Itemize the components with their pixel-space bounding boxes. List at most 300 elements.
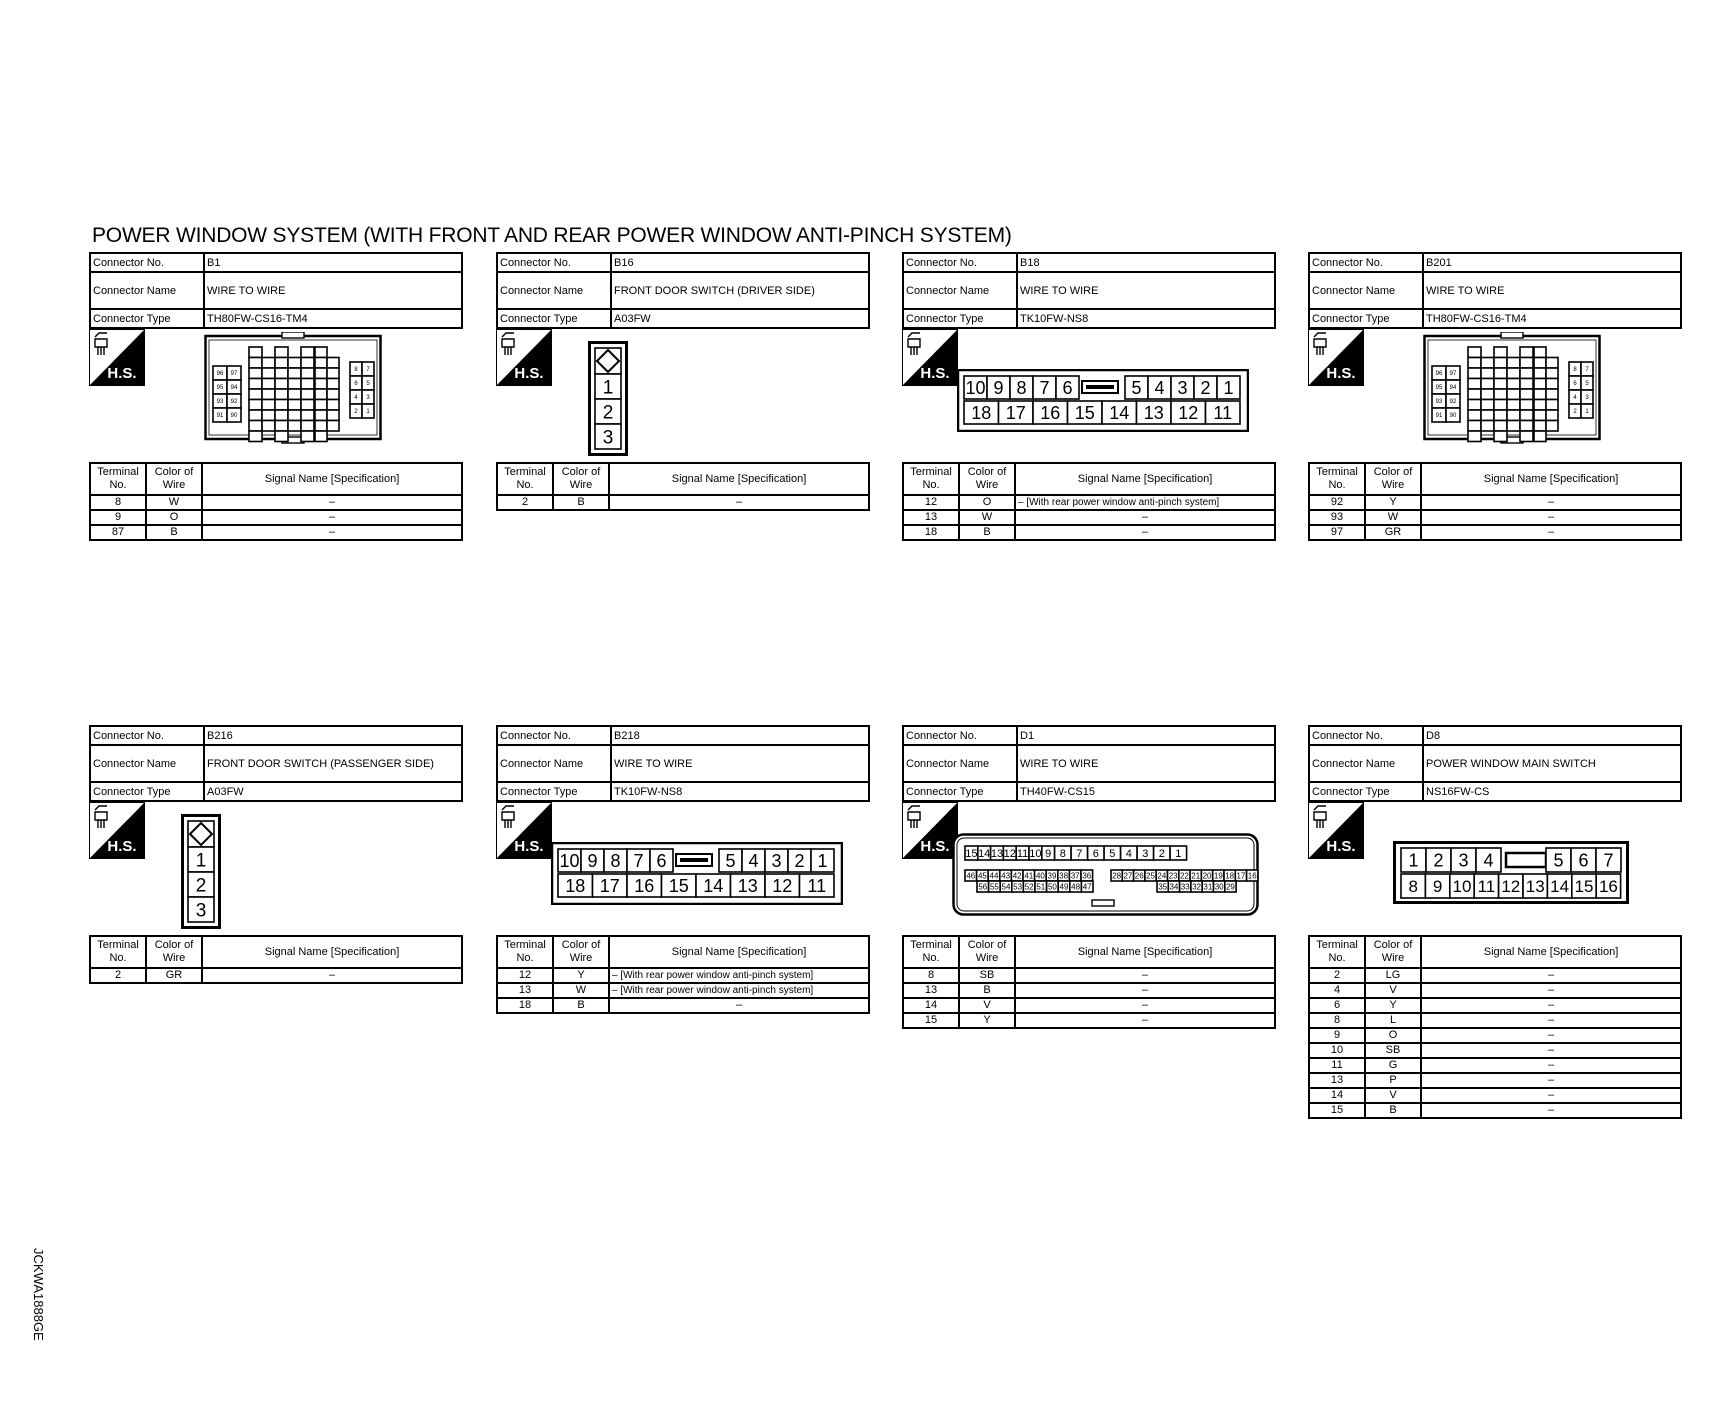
signal-name: – <box>1421 510 1681 525</box>
pin-number: 6 <box>1062 377 1073 398</box>
pin-number: 7 <box>1603 850 1614 871</box>
wire-color: O <box>959 495 1015 510</box>
signal-name: – <box>1421 495 1681 510</box>
pin-number: 3 <box>1142 847 1149 860</box>
pin-number: 50 <box>1047 882 1057 892</box>
pin-number: 18 <box>565 875 586 896</box>
pin-number: 16 <box>1040 402 1061 423</box>
pin-number: 5 <box>1131 377 1142 398</box>
pin-number: 4 <box>1483 850 1494 871</box>
pin-number: 4 <box>354 395 358 402</box>
signal-name: – <box>1015 983 1275 998</box>
pin-number: 7 <box>1585 367 1589 374</box>
terminal-no: 18 <box>903 525 959 540</box>
hs-label: H.S. <box>514 838 544 855</box>
terminal-no-header: Terminal No. <box>903 936 959 968</box>
wire-color: V <box>1365 983 1421 998</box>
pin-number: 6 <box>1578 850 1589 871</box>
table-row <box>1309 1028 1681 1043</box>
hs-label: H.S. <box>1326 365 1356 382</box>
signal-name: – <box>1015 1013 1275 1028</box>
connector-no-label: Connector No. <box>90 253 204 272</box>
terminal-no: 97 <box>1309 525 1365 540</box>
terminal-no: 15 <box>903 1013 959 1028</box>
connector-panel-b1 <box>89 252 463 652</box>
pin-number: 2 <box>794 850 805 871</box>
pin-number: 92 <box>1449 399 1457 406</box>
pin-number: 52 <box>1024 882 1034 892</box>
connector-type-label: Connector Type <box>497 309 611 328</box>
pin-number: 96 <box>1435 371 1443 378</box>
connector-name-label: Connector Name <box>497 745 611 782</box>
pin-number: 1 <box>1175 847 1182 860</box>
connector-info-table <box>902 252 1276 329</box>
hs-label: H.S. <box>514 365 544 382</box>
table-row <box>497 968 869 983</box>
terminal-table <box>1308 935 1682 1119</box>
pin-number: 9 <box>993 377 1004 398</box>
pin-number: 14 <box>703 875 724 896</box>
connector-name-value: FRONT DOOR SWITCH (PASSENGER SIDE) <box>204 745 462 782</box>
signal-name-header: Signal Name [Specification] <box>202 936 462 968</box>
connector-no-value: B218 <box>611 726 869 745</box>
wire-color: B <box>553 495 609 510</box>
pin-number: 12 <box>1003 847 1016 860</box>
pin-number: 42 <box>1012 871 1022 881</box>
pin-number: 4 <box>1573 395 1577 402</box>
pin-number: 3 <box>1458 850 1469 871</box>
connector-no-label: Connector No. <box>1309 726 1423 745</box>
harness-side-icon <box>89 802 145 859</box>
hs-label: H.S. <box>920 838 950 855</box>
terminal-no: 6 <box>1309 998 1365 1013</box>
signal-name: – <box>1421 1103 1681 1118</box>
pin-number: 5 <box>1109 847 1116 860</box>
wire-color: B <box>1365 1103 1421 1118</box>
harness-side-icon <box>1308 802 1364 859</box>
table-row <box>90 525 462 540</box>
signal-name: – [With rear power window anti-pinch system] <box>609 983 869 998</box>
pin-number: 8 <box>1408 877 1418 897</box>
connector-no-value: B18 <box>1017 253 1275 272</box>
connector-panel-b16 <box>496 252 870 652</box>
hs-label: H.S. <box>920 365 950 382</box>
connector-face-d1 <box>952 833 1259 918</box>
pin-number: 1 <box>195 850 207 872</box>
pin-number: 6 <box>354 381 358 388</box>
terminal-no: 10 <box>1309 1043 1365 1058</box>
figure-code: JCKWA1888GE <box>31 1248 46 1341</box>
wire-color: P <box>1365 1073 1421 1088</box>
signal-name-header: Signal Name [Specification] <box>1421 463 1681 495</box>
terminal-table <box>1308 462 1682 541</box>
pin-number: 95 <box>1435 385 1443 392</box>
pin-number: 28 <box>1112 871 1122 881</box>
pin-number: 6 <box>656 850 667 871</box>
connector-name-label: Connector Name <box>1309 272 1423 309</box>
connector-name-value: WIRE TO WIRE <box>204 272 462 309</box>
pin-number: 7 <box>366 367 370 374</box>
table-row <box>90 968 462 983</box>
signal-name: – <box>1421 1058 1681 1073</box>
signal-name: – <box>1015 510 1275 525</box>
pin-number: 23 <box>1168 871 1178 881</box>
pin-number: 2 <box>1158 847 1165 860</box>
pin-number: 92 <box>230 399 238 406</box>
hs-label: H.S. <box>1326 838 1356 855</box>
pin-number: 12 <box>1501 877 1521 897</box>
pin-number: 95 <box>216 385 224 392</box>
table-row <box>903 998 1275 1013</box>
pin-number: 4 <box>748 850 759 871</box>
connector-panel-b216 <box>89 725 463 1125</box>
connector-panel-d1 <box>902 725 1276 1125</box>
pin-number: 1 <box>817 850 828 871</box>
pin-number: 46 <box>966 871 976 881</box>
pin-number: 14 <box>978 847 991 860</box>
wire-color: SB <box>959 968 1015 983</box>
connector-type-value: TH80FW-CS16-TM4 <box>204 309 462 328</box>
pin-number: 54 <box>1001 882 1011 892</box>
pin-number: 11 <box>1213 402 1233 423</box>
pin-number: 6 <box>1092 847 1099 860</box>
connector-info-table <box>1308 725 1682 802</box>
pin-number: 27 <box>1123 871 1133 881</box>
pin-number: 53 <box>1013 882 1023 892</box>
pin-number: 10 <box>1029 847 1042 860</box>
pin-number: 1 <box>1585 409 1589 416</box>
pin-number: 18 <box>1225 871 1235 881</box>
color-of-wire-header: Color of Wire <box>146 463 202 495</box>
connector-type-value: A03FW <box>611 309 869 328</box>
terminal-no: 8 <box>90 495 146 510</box>
signal-name: – [With rear power window anti-pinch system] <box>609 968 869 983</box>
wire-color: Y <box>1365 495 1421 510</box>
terminal-no: 11 <box>1309 1058 1365 1073</box>
pin-number: 31 <box>1203 882 1213 892</box>
terminal-no: 93 <box>1309 510 1365 525</box>
signal-name: – <box>1421 1013 1681 1028</box>
pin-number: 15 <box>1574 877 1594 897</box>
table-row <box>1309 1088 1681 1103</box>
color-of-wire-header: Color of Wire <box>553 936 609 968</box>
page-title: POWER WINDOW SYSTEM (WITH FRONT AND REAR POWER WINDOW ANTI-PINCH SYSTEM) <box>92 224 1012 247</box>
pin-number: 90 <box>1449 413 1457 420</box>
connector-face-a03 <box>181 814 221 929</box>
pin-number: 3 <box>1177 377 1188 398</box>
table-row <box>1309 1073 1681 1088</box>
connector-type-label: Connector Type <box>903 782 1017 801</box>
pin-number: 37 <box>1070 871 1080 881</box>
pin-number: 2 <box>602 402 614 424</box>
connector-name-label: Connector Name <box>90 745 204 782</box>
pin-number: 56 <box>978 882 988 892</box>
connector-panel-b218 <box>496 725 870 1125</box>
wire-color: GR <box>146 968 202 983</box>
connector-name-value: POWER WINDOW MAIN SWITCH <box>1423 745 1681 782</box>
wire-color: L <box>1365 1013 1421 1028</box>
pin-number: 6 <box>1573 381 1577 388</box>
connector-name-label: Connector Name <box>90 272 204 309</box>
connector-type-value: NS16FW-CS <box>1423 782 1681 801</box>
pin-number: 14 <box>1109 402 1130 423</box>
terminal-no: 13 <box>903 510 959 525</box>
table-row <box>903 968 1275 983</box>
signal-name-header: Signal Name [Specification] <box>1015 463 1275 495</box>
pin-number: 3 <box>195 900 207 922</box>
pin-number: 9 <box>587 850 598 871</box>
connector-face-ns8 <box>957 369 1249 432</box>
pin-number: 91 <box>1435 413 1443 420</box>
wire-color: LG <box>1365 968 1421 983</box>
table-row <box>1309 495 1681 510</box>
wire-color: B <box>146 525 202 540</box>
terminal-no-header: Terminal No. <box>1309 463 1365 495</box>
pin-number: 47 <box>1082 882 1092 892</box>
pin-number: 41 <box>1024 871 1034 881</box>
signal-name-header: Signal Name [Specification] <box>1015 936 1275 968</box>
terminal-no-header: Terminal No. <box>90 936 146 968</box>
pin-number: 5 <box>725 850 736 871</box>
pin-number: 97 <box>1449 371 1457 378</box>
signal-name: – <box>1421 983 1681 998</box>
pin-number: 2 <box>1200 377 1211 398</box>
terminal-no: 4 <box>1309 983 1365 998</box>
wire-color: B <box>959 525 1015 540</box>
connector-face-th80 <box>1423 332 1601 445</box>
wire-color: SB <box>1365 1043 1421 1058</box>
connector-no-value: B1 <box>204 253 462 272</box>
connector-type-value: TK10FW-NS8 <box>611 782 869 801</box>
signal-name: – <box>609 495 869 510</box>
connector-name-value: FRONT DOOR SWITCH (DRIVER SIDE) <box>611 272 869 309</box>
table-row <box>1309 510 1681 525</box>
signal-name: – <box>1421 1088 1681 1103</box>
signal-name: – <box>1015 525 1275 540</box>
pin-number: 33 <box>1180 882 1190 892</box>
table-row <box>1309 525 1681 540</box>
terminal-no: 13 <box>497 983 553 998</box>
pin-number: 13 <box>1143 402 1164 423</box>
wire-color: W <box>146 495 202 510</box>
pin-number: 9 <box>1045 847 1052 860</box>
pin-number: 39 <box>1047 871 1057 881</box>
pin-number: 49 <box>1059 882 1069 892</box>
pin-number: 36 <box>1082 871 1092 881</box>
color-of-wire-header: Color of Wire <box>1365 463 1421 495</box>
pin-number: 16 <box>634 875 655 896</box>
terminal-no-header: Terminal No. <box>497 936 553 968</box>
connector-face-ns8 <box>551 842 843 905</box>
color-of-wire-header: Color of Wire <box>959 936 1015 968</box>
color-of-wire-header: Color of Wire <box>553 463 609 495</box>
pin-number: 3 <box>602 427 614 449</box>
connector-type-label: Connector Type <box>90 309 204 328</box>
terminal-no: 13 <box>1309 1073 1365 1088</box>
connector-no-label: Connector No. <box>1309 253 1423 272</box>
pin-number: 8 <box>1059 847 1066 860</box>
connector-type-label: Connector Type <box>1309 309 1423 328</box>
pin-number: 90 <box>230 413 238 420</box>
connector-info-table <box>89 252 463 329</box>
pin-number: 12 <box>772 875 793 896</box>
pin-number: 45 <box>977 871 987 881</box>
color-of-wire-header: Color of Wire <box>959 463 1015 495</box>
terminal-table <box>902 462 1276 541</box>
pin-number: 10 <box>559 850 580 871</box>
connector-no-value: B201 <box>1423 253 1681 272</box>
wire-color: O <box>1365 1028 1421 1043</box>
pin-number: 1 <box>366 409 370 416</box>
table-row <box>1309 968 1681 983</box>
terminal-no: 13 <box>903 983 959 998</box>
pin-number: 16 <box>1247 871 1257 881</box>
connector-panel-d8 <box>1308 725 1682 1125</box>
pin-number: 35 <box>1158 882 1168 892</box>
terminal-no-header: Terminal No. <box>497 463 553 495</box>
signal-name-header: Signal Name [Specification] <box>609 936 869 968</box>
pin-number: 12 <box>1178 402 1199 423</box>
pin-number: 24 <box>1157 871 1167 881</box>
harness-side-icon <box>902 802 958 859</box>
signal-name: – [With rear power window anti-pinch system] <box>1015 495 1275 510</box>
terminal-no: 87 <box>90 525 146 540</box>
wire-color: V <box>959 998 1015 1013</box>
terminal-no: 2 <box>1309 968 1365 983</box>
terminal-no: 14 <box>903 998 959 1013</box>
pin-number: 21 <box>1191 871 1201 881</box>
pin-number: 51 <box>1036 882 1046 892</box>
pin-number: 18 <box>971 402 992 423</box>
connector-no-value: B16 <box>611 253 869 272</box>
terminal-no-header: Terminal No. <box>903 463 959 495</box>
connector-type-value: A03FW <box>204 782 462 801</box>
terminal-no: 15 <box>1309 1103 1365 1118</box>
terminal-no: 12 <box>903 495 959 510</box>
connector-no-value: D8 <box>1423 726 1681 745</box>
connector-name-value: WIRE TO WIRE <box>1017 745 1275 782</box>
pin-number: 2 <box>1573 409 1577 416</box>
connector-name-label: Connector Name <box>903 745 1017 782</box>
connector-name-label: Connector Name <box>1309 745 1423 782</box>
wire-color: Y <box>553 968 609 983</box>
connector-type-value: TH80FW-CS16-TM4 <box>1423 309 1681 328</box>
pin-number: 17 <box>599 875 620 896</box>
pin-number: 8 <box>610 850 621 871</box>
terminal-no: 8 <box>1309 1013 1365 1028</box>
connector-face-d8 <box>1393 841 1629 904</box>
wire-color: W <box>959 510 1015 525</box>
hs-label: H.S. <box>107 838 137 855</box>
pin-number: 93 <box>216 399 224 406</box>
signal-name: – <box>202 495 462 510</box>
harness-side-icon <box>89 329 145 386</box>
table-row <box>903 1013 1275 1028</box>
pin-number: 8 <box>1573 367 1577 374</box>
connector-no-label: Connector No. <box>497 253 611 272</box>
pin-number: 13 <box>737 875 758 896</box>
signal-name: – <box>202 510 462 525</box>
table-row <box>1309 998 1681 1013</box>
wire-color: W <box>1365 510 1421 525</box>
terminal-no-header: Terminal No. <box>1309 936 1365 968</box>
connector-name-value: WIRE TO WIRE <box>611 745 869 782</box>
table-row <box>90 510 462 525</box>
terminal-no: 2 <box>497 495 553 510</box>
pin-number: 48 <box>1071 882 1081 892</box>
terminal-no: 92 <box>1309 495 1365 510</box>
pin-number: 2 <box>195 875 207 897</box>
pin-number: 1 <box>1223 377 1234 398</box>
terminal-no: 8 <box>903 968 959 983</box>
pin-number: 11 <box>807 875 827 896</box>
terminal-no: 18 <box>497 998 553 1013</box>
wire-color: GR <box>1365 525 1421 540</box>
pin-number: 7 <box>1039 377 1050 398</box>
pin-number: 14 <box>1550 877 1570 897</box>
pin-number: 16 <box>1598 877 1618 897</box>
pin-number: 10 <box>965 377 986 398</box>
table-row <box>1309 983 1681 998</box>
pin-number: 9 <box>1432 877 1443 897</box>
pin-number: 94 <box>1449 385 1457 392</box>
pin-number: 97 <box>230 371 238 378</box>
connector-no-label: Connector No. <box>497 726 611 745</box>
signal-name-header: Signal Name [Specification] <box>1421 936 1681 968</box>
color-of-wire-header: Color of Wire <box>1365 936 1421 968</box>
connector-name-value: WIRE TO WIRE <box>1017 272 1275 309</box>
connector-type-value: TH40FW-CS15 <box>1017 782 1275 801</box>
pin-number: 3 <box>771 850 782 871</box>
pin-number: 2 <box>354 409 358 416</box>
signal-name: – <box>1015 998 1275 1013</box>
connector-no-label: Connector No. <box>903 726 1017 745</box>
wire-color: V <box>1365 1088 1421 1103</box>
connector-type-label: Connector Type <box>903 309 1017 328</box>
pin-number: 5 <box>1585 381 1589 388</box>
pin-number: 11 <box>1477 877 1496 897</box>
wire-color: O <box>146 510 202 525</box>
pin-number: 22 <box>1179 871 1189 881</box>
signal-name: – <box>202 968 462 983</box>
pin-number: 15 <box>965 847 978 860</box>
harness-side-icon <box>496 802 552 859</box>
pin-number: 13 <box>990 847 1004 860</box>
connector-face-th80 <box>204 332 382 445</box>
pin-number: 29 <box>1225 882 1235 892</box>
pin-number: 43 <box>1001 871 1011 881</box>
pin-number: 3 <box>1585 395 1589 402</box>
signal-name-header: Signal Name [Specification] <box>202 463 462 495</box>
pin-number: 26 <box>1134 871 1144 881</box>
table-row <box>497 983 869 998</box>
signal-name: – <box>1421 998 1681 1013</box>
terminal-table <box>89 462 463 541</box>
table-row <box>903 983 1275 998</box>
pin-number: 15 <box>668 875 689 896</box>
signal-name: – <box>1015 968 1275 983</box>
terminal-no: 14 <box>1309 1088 1365 1103</box>
wire-color: G <box>1365 1058 1421 1073</box>
pin-number: 34 <box>1169 882 1179 892</box>
harness-side-icon <box>1308 329 1364 386</box>
pin-number: 25 <box>1146 871 1156 881</box>
table-row <box>903 525 1275 540</box>
pin-number: 3 <box>366 395 370 402</box>
connector-name-label: Connector Name <box>903 272 1017 309</box>
terminal-table <box>89 935 463 984</box>
connector-info-table <box>1308 252 1682 329</box>
